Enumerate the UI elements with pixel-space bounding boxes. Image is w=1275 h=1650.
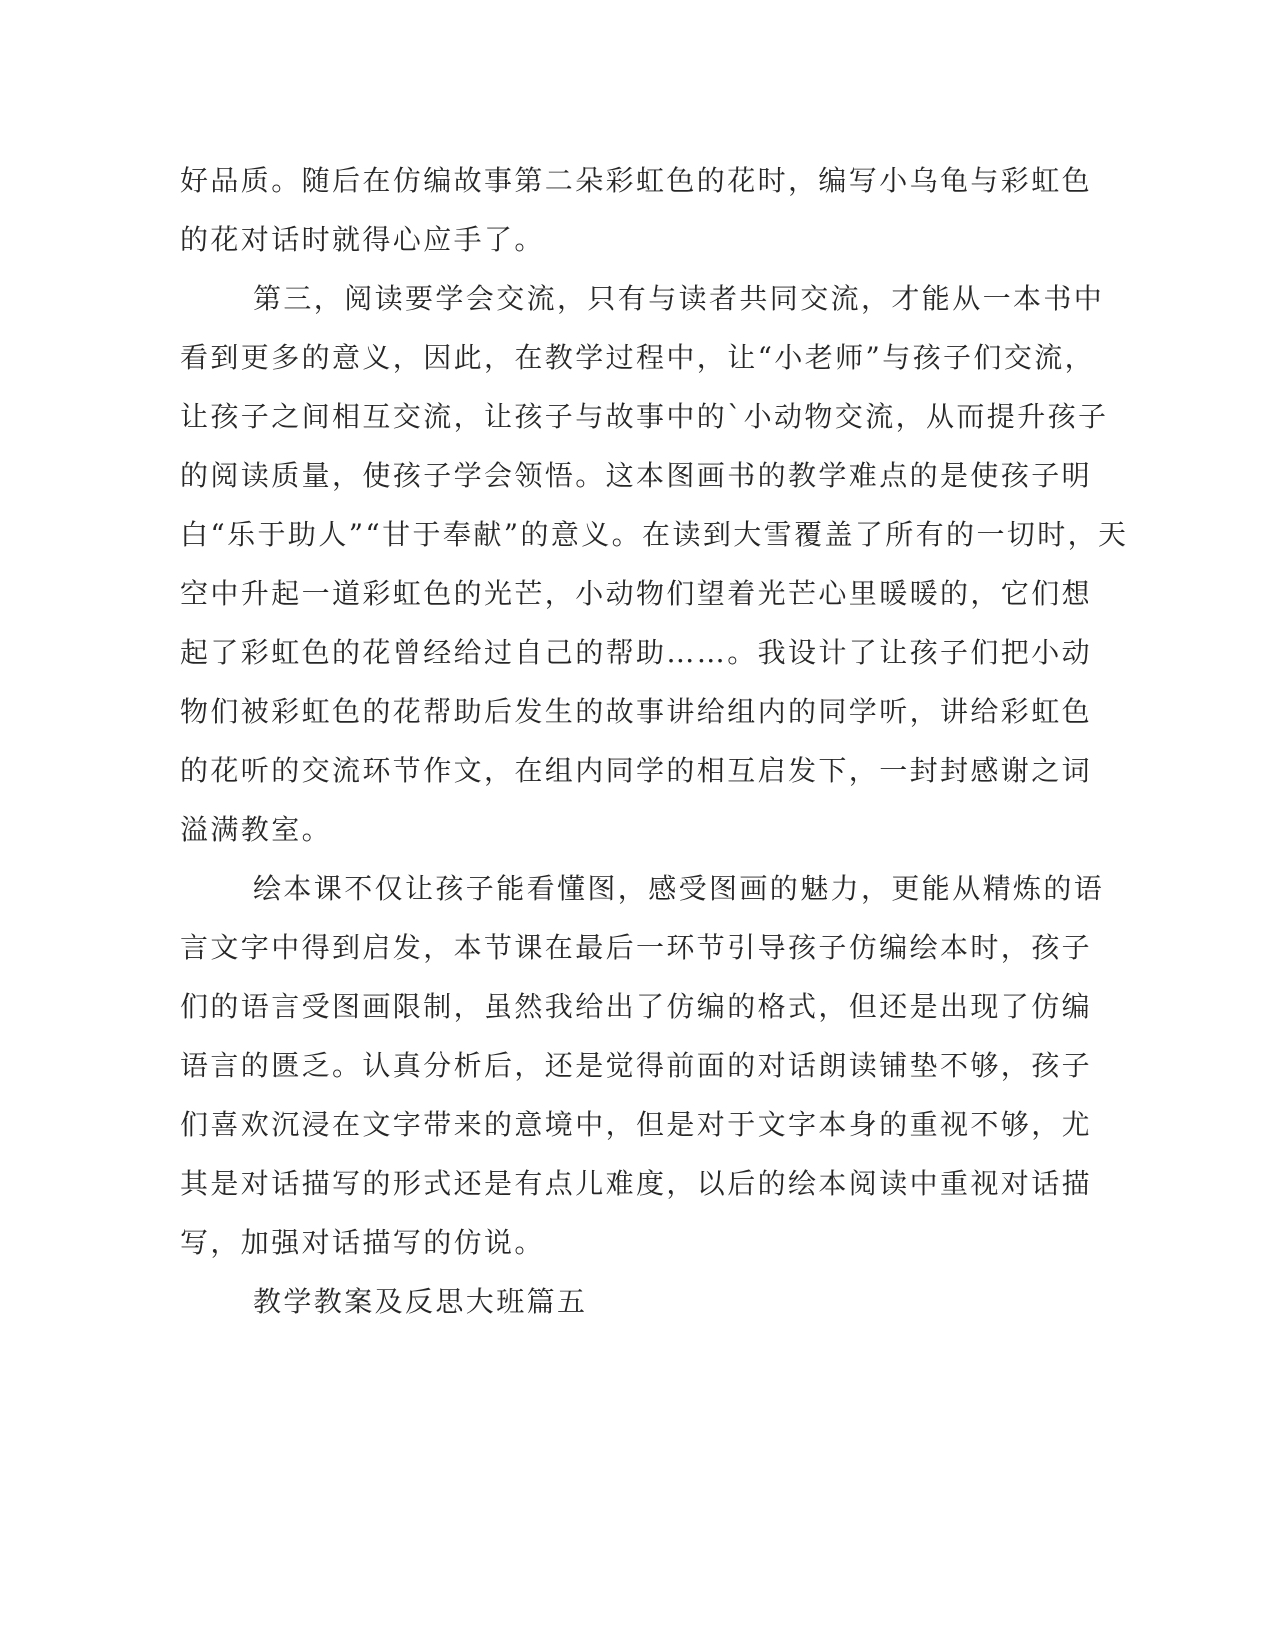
text-line: 看到更多的意义，因此，在教学过程中，让“小老师”与孩子们交流， [180, 341, 1096, 374]
text-line: 物们被彩虹色的花帮助后发生的故事讲给组内的同学听，讲给彩虹色 [180, 695, 1093, 728]
text-line: 让孩子之间相互交流，让孩子与故事中的`小动物交流，从而提升孩子 [180, 400, 1109, 433]
text-line: 们喜欢沉浸在文字带来的意境中，但是对于文字本身的重视不够，尤 [180, 1108, 1093, 1141]
text-line: 的阅读质量，使孩子学会领悟。这本图画书的教学难点的是使孩子明 [180, 459, 1093, 492]
text-line: 言文字中得到启发，本节课在最后一环节引导孩子仿编绘本时，孩子 [180, 931, 1093, 964]
text-line: 的花对话时就得心应手了。 [180, 223, 545, 256]
section-heading: 教学教案及反思大班篇五 [253, 1285, 588, 1318]
paragraph-start-line: 第三，阅读要学会交流，只有与读者共同交流，才能从一本书中 [253, 282, 1105, 315]
text-line: 语言的匮乏。认真分析后，还是觉得前面的对话朗读铺垫不够，孩子 [180, 1049, 1093, 1082]
text-line: 其是对话描写的形式还是有点儿难度，以后的绘本阅读中重视对话描 [180, 1167, 1093, 1200]
text-line: 好品质。随后在仿编故事第二朵彩虹色的花时，编写小乌龟与彩虹色 [180, 164, 1093, 197]
text-line: 溢满教室。 [180, 813, 333, 846]
text-line: 的花听的交流环节作文，在组内同学的相互启发下，一封封感谢之词 [180, 754, 1093, 787]
text-line: 白“乐于助人”“甘于奉献”的意义。在读到大雪覆盖了所有的一切时，天 [180, 518, 1129, 551]
text-line: 写，加强对话描写的仿说。 [180, 1226, 545, 1259]
text-line: 空中升起一道彩虹色的光芒，小动物们望着光芒心里暖暖的，它们想 [180, 577, 1093, 610]
text-line: 起了彩虹色的花曾经给过自己的帮助……。我设计了让孩子们把小动 [180, 636, 1093, 669]
text-line: 们的语言受图画限制，虽然我给出了仿编的格式，但还是出现了仿编 [180, 990, 1093, 1023]
paragraph-start-line: 绘本课不仅让孩子能看懂图，感受图画的魅力，更能从精炼的语 [253, 872, 1105, 905]
